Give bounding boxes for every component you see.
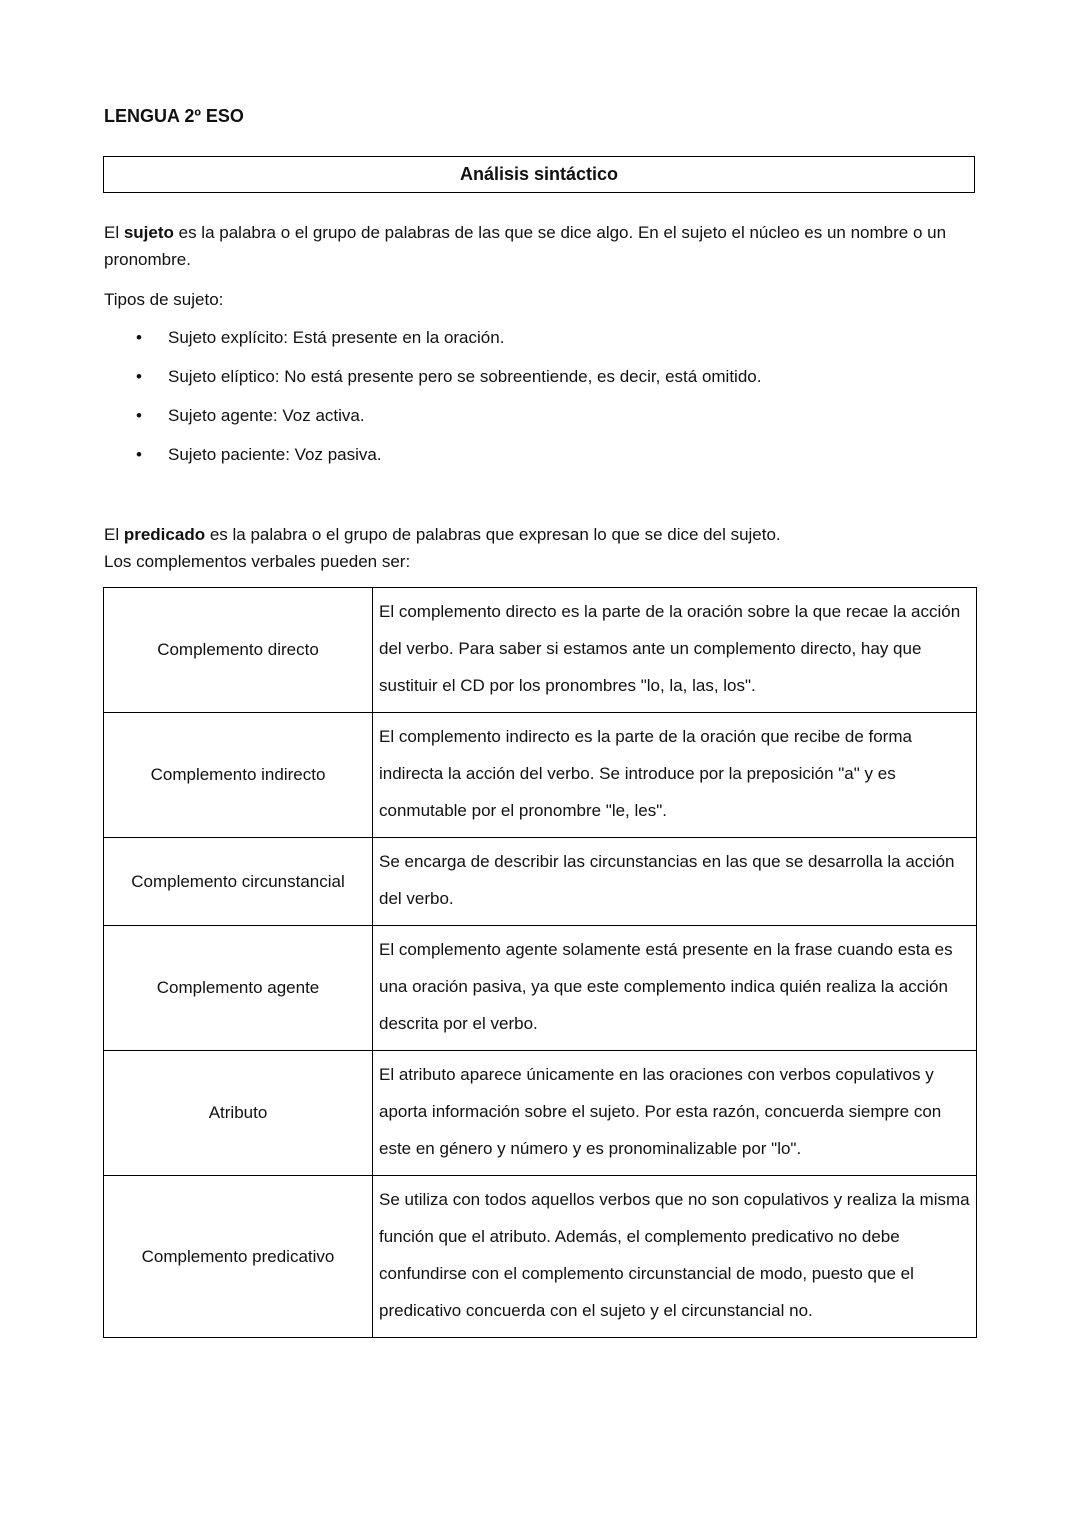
table-row <box>104 713 977 838</box>
complement-name: Complemento agente <box>104 926 373 1051</box>
list-item-text: Sujeto paciente: Voz pasiva. <box>168 445 382 464</box>
predicado-paragraph <box>104 521 976 575</box>
bullet-icon: • <box>136 367 142 386</box>
bullet-icon: • <box>136 445 142 464</box>
predicado-line <box>104 521 976 548</box>
list-item <box>104 363 761 402</box>
table-row <box>104 588 977 713</box>
list-item-text: Sujeto agente: Voz activa. <box>168 406 365 425</box>
predicado-pre: El <box>104 525 124 544</box>
complement-description: El atributo aparece únicamente en las oraciones con verbos copulativos y aporta información sobre el sujeto. Por esta razón, concuerda siempre con este en género y número y es pronominalizable por "lo". <box>373 1051 977 1176</box>
sujeto-term: sujeto <box>123 223 174 242</box>
list-item <box>104 402 761 441</box>
sujeto-definition: es la palabra o el grupo de palabras de las que se dice algo. En el sujeto el núcleo es un nombre o un pronombre. <box>104 223 947 269</box>
table-row <box>104 1176 977 1338</box>
complementos-intro: Los complementos verbales pueden ser: <box>104 552 411 571</box>
complement-description: El complemento indirecto es la parte de la oración que recibe de forma indirecta la acción del verbo. Se introduce por la preposición "a" y es conmutable por el pronombre "le, les". <box>373 713 977 838</box>
bullet-icon: • <box>136 406 142 425</box>
document-header: LENGUA 2º ESO <box>104 106 244 126</box>
complement-name: Complemento circunstancial <box>104 838 373 926</box>
document-title: Análisis sintáctico <box>459 164 619 184</box>
complement-name: Complemento indirecto <box>104 713 373 838</box>
complement-name: Complemento directo <box>104 588 373 713</box>
complement-description: Se encarga de describir las circunstancias en las que se desarrolla la acción del verbo. <box>373 838 977 926</box>
complement-description: El complemento agente solamente está presente en la frase cuando esta es una oración pasiva, ya que este complemento indica quién realiza la acción descrita por el verbo. <box>373 926 977 1051</box>
table-row <box>104 1051 977 1176</box>
complementos-table <box>103 587 977 1338</box>
list-item <box>104 441 761 480</box>
complement-description: El complemento directo es la parte de la oración sobre la que recae la acción del verbo. Para saber si estamos ante un complemento directo, hay que sustituir el CD por los pronombres "lo, la, las, los". <box>373 588 977 713</box>
title-box <box>103 156 975 193</box>
list-item-text: Sujeto elíptico: No está presente pero se sobreentiende, es decir, está omitido. <box>168 367 762 386</box>
table-row <box>104 838 977 926</box>
sujeto-paragraph <box>104 219 976 273</box>
list-item <box>104 324 761 363</box>
list-item-text: Sujeto explícito: Está presente en la oración. <box>168 328 505 347</box>
complement-name: Complemento predicativo <box>104 1176 373 1338</box>
bullet-icon: • <box>136 328 142 347</box>
predicado-definition: es la palabra o el grupo de palabras que expresan lo que se dice del sujeto. <box>205 525 781 544</box>
tipos-list <box>104 324 761 480</box>
complement-description: Se utiliza con todos aquellos verbos que no son copulativos y realiza la misma función que el atributo. Además, el complemento predicativo no debe confundirse con el complemento circunstancial de modo, puesto que el predicativo concuerda con el sujeto y el circunstancial no. <box>373 1176 977 1338</box>
table-row <box>104 926 977 1051</box>
predicado-term: predicado <box>123 525 206 544</box>
complement-name: Atributo <box>104 1051 373 1176</box>
sujeto-pre: El <box>104 223 124 242</box>
tipos-label: Tipos de sujeto: <box>104 290 224 309</box>
